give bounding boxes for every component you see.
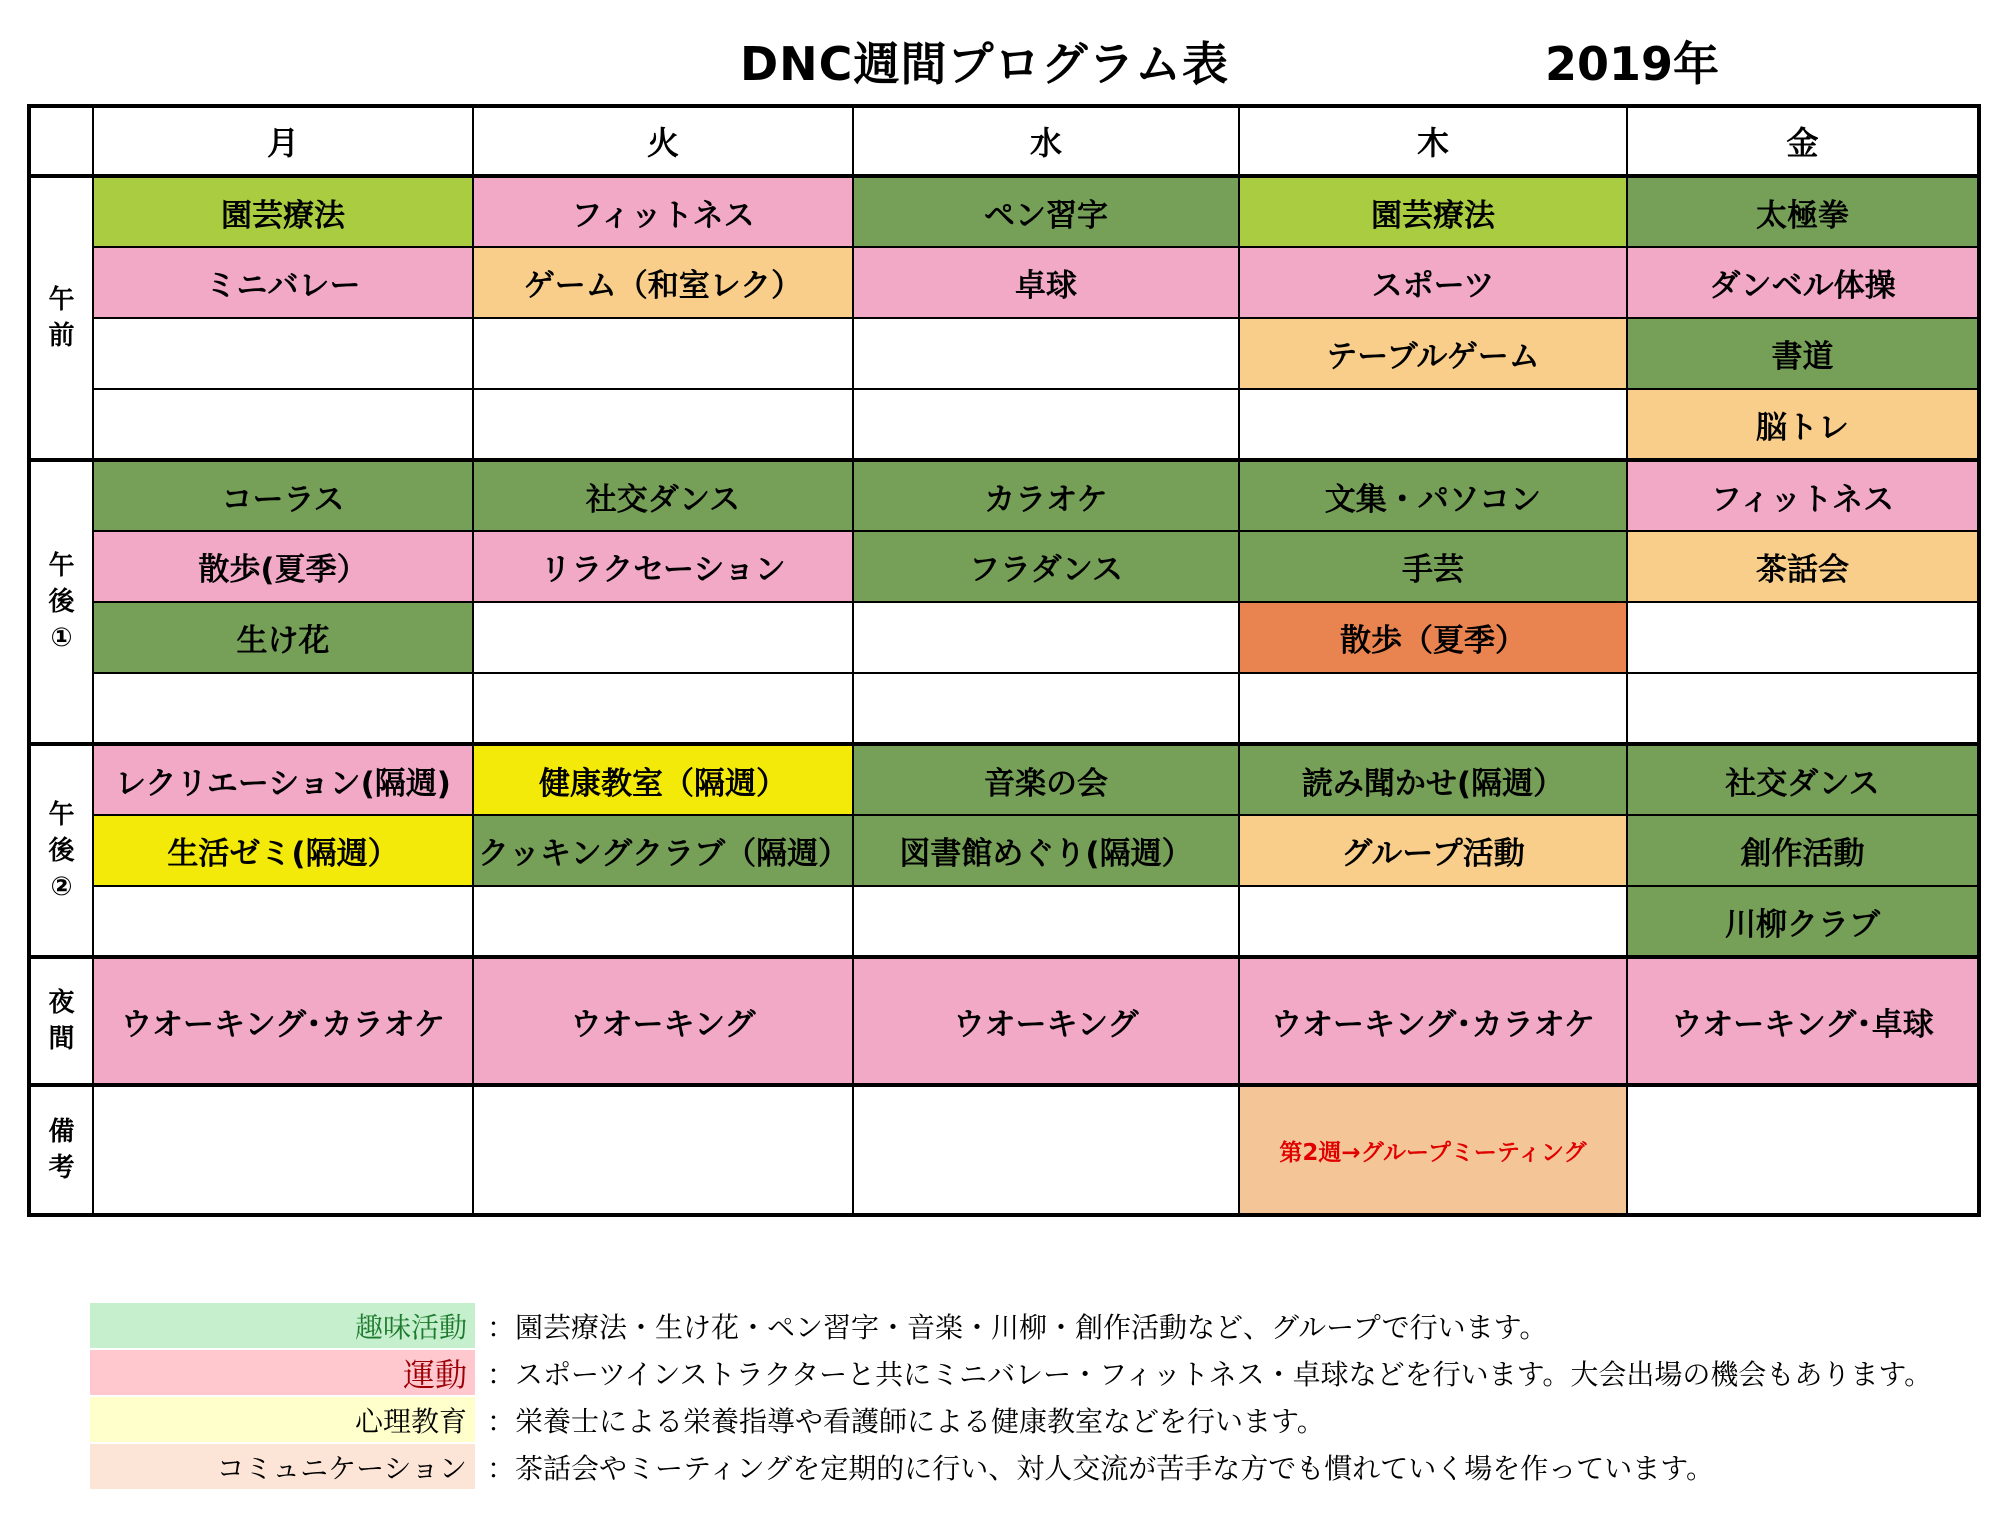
legend-swatch-hobby	[90, 1303, 475, 1348]
legend-swatch-communication	[90, 1444, 475, 1489]
legend-label: コミュニケーション	[216, 1451, 467, 1485]
activity-cell: ウオーキング	[473, 957, 853, 1085]
activity-cell: ウオーキング･カラオケ	[93, 957, 473, 1085]
note-cell	[93, 1085, 473, 1215]
afternoon1-row-3	[29, 602, 1979, 673]
period-label-night	[29, 957, 93, 1085]
day-header-row	[29, 106, 1979, 176]
morning-row-4	[29, 389, 1979, 460]
day-header-mon: 月	[93, 106, 473, 176]
legend-description: ：園芸療法・生け花・ペン習字・音楽・川柳・創作活動など、グループで行います。	[487, 1310, 1548, 1344]
activity-cell: ウオーキング･カラオケ	[1239, 957, 1627, 1085]
activity-cell: 川柳クラブ	[1627, 886, 1979, 957]
legend-label: 趣味活動	[354, 1310, 467, 1344]
period-label-afternoon1	[29, 460, 93, 744]
legend-label: 運動	[402, 1355, 467, 1394]
day-header-thu: 木	[1239, 106, 1627, 176]
day-header-tue: 火	[473, 106, 853, 176]
legend-description: ：スポーツインストラクターと共にミニバレー・フィットネス・卓球などを行います。大会出場の機会もあります。	[487, 1357, 1933, 1391]
afternoon2-row-2	[29, 815, 1979, 886]
activity-cell	[473, 602, 853, 673]
note-cell	[853, 1085, 1239, 1215]
legend-label: 心理教育	[354, 1404, 467, 1438]
day-header-wed: 水	[853, 106, 1239, 176]
legend-swatch-psychoeducation	[90, 1397, 475, 1442]
activity-cell	[473, 673, 853, 744]
day-header-fri: 金	[1627, 106, 1979, 176]
activity-cell: レクリエーション(隔週)	[93, 744, 473, 815]
activity-cell: 書道	[1627, 318, 1979, 389]
period-label-afternoon2	[29, 744, 93, 957]
period-text: 備 考	[48, 1117, 75, 1183]
activity-cell: 太極拳	[1627, 176, 1979, 247]
activity-cell	[93, 673, 473, 744]
legend-row	[90, 1302, 1932, 1349]
note-cell	[1239, 1085, 1627, 1215]
period-text: 午 後 ②	[48, 799, 75, 902]
activity-cell: ダンベル体操	[1627, 247, 1979, 318]
afternoon1-row-2	[29, 531, 1979, 602]
legend-swatch-exercise	[90, 1350, 475, 1395]
activity-cell: 社交ダンス	[1627, 744, 1979, 815]
corner-cell	[29, 106, 93, 176]
period-label-morning	[29, 176, 93, 460]
activity-cell	[1627, 673, 1979, 744]
activity-cell: 生活ゼミ(隔週）	[93, 815, 473, 886]
activity-cell	[853, 673, 1239, 744]
page-title: DNC週間プログラム表	[740, 37, 1229, 91]
afternoon1-row-1	[29, 460, 1979, 531]
activity-cell: カラオケ	[853, 460, 1239, 531]
activity-cell: 茶話会	[1627, 531, 1979, 602]
activity-cell: フラダンス	[853, 531, 1239, 602]
afternoon2-row-3	[29, 886, 1979, 957]
activity-cell	[473, 886, 853, 957]
activity-cell: クッキングクラブ（隔週）	[473, 815, 853, 886]
night-row	[29, 957, 1979, 1085]
legend-row	[90, 1396, 1932, 1443]
activity-cell: 散歩（夏季）	[1239, 602, 1627, 673]
activity-cell: スポーツ	[1239, 247, 1627, 318]
activity-cell	[93, 389, 473, 460]
activity-cell: 健康教室（隔週）	[473, 744, 853, 815]
legend-row	[90, 1349, 1932, 1396]
activity-cell: 生け花	[93, 602, 473, 673]
activity-cell	[473, 389, 853, 460]
activity-cell: コーラス	[93, 460, 473, 531]
activity-cell	[1239, 673, 1627, 744]
legend-description: ：栄養士による栄養指導や看護師による健康教室などを行います。	[487, 1404, 1325, 1438]
activity-cell: フィットネス	[1627, 460, 1979, 531]
activity-cell: テーブルゲーム	[1239, 318, 1627, 389]
notes-row	[29, 1085, 1979, 1215]
activity-cell: グループ活動	[1239, 815, 1627, 886]
period-text: 午 前	[48, 285, 75, 351]
period-text: 午 後 ①	[48, 551, 75, 653]
note-text: 第2週→グループミーティング	[1279, 1140, 1587, 1166]
activity-cell: 園芸療法	[93, 176, 473, 247]
weekly-schedule-table	[27, 104, 1981, 1217]
activity-cell	[853, 886, 1239, 957]
activity-cell: 散歩(夏季）	[93, 531, 473, 602]
activity-cell: ミニバレー	[93, 247, 473, 318]
activity-cell: ウオーキング	[853, 957, 1239, 1085]
activity-cell: ペン習字	[853, 176, 1239, 247]
note-cell	[1627, 1085, 1979, 1215]
activity-cell: 卓球	[853, 247, 1239, 318]
note-cell	[473, 1085, 853, 1215]
activity-cell: 図書館めぐり(隔週）	[853, 815, 1239, 886]
morning-row-1	[29, 176, 1979, 247]
activity-cell	[1239, 389, 1627, 460]
activity-cell: ゲーム（和室レク）	[473, 247, 853, 318]
activity-cell: 創作活動	[1627, 815, 1979, 886]
activity-cell: 園芸療法	[1239, 176, 1627, 247]
activity-cell	[853, 389, 1239, 460]
year-label: 2019年	[1545, 37, 1720, 91]
activity-cell: 手芸	[1239, 531, 1627, 602]
activity-cell	[93, 886, 473, 957]
afternoon1-row-4	[29, 673, 1979, 744]
afternoon2-row-1	[29, 744, 1979, 815]
legend	[90, 1302, 1932, 1490]
activity-cell: 音楽の会	[853, 744, 1239, 815]
legend-row	[90, 1443, 1932, 1490]
activity-cell: 読み聞かせ(隔週）	[1239, 744, 1627, 815]
activity-cell: フィットネス	[473, 176, 853, 247]
activity-cell	[853, 318, 1239, 389]
activity-cell	[93, 318, 473, 389]
activity-cell: ウオーキング･卓球	[1627, 957, 1979, 1085]
activity-cell: 脳トレ	[1627, 389, 1979, 460]
morning-row-2	[29, 247, 1979, 318]
period-text: 夜 間	[48, 988, 75, 1054]
activity-cell: 文集・パソコン	[1239, 460, 1627, 531]
period-label-notes	[29, 1085, 93, 1215]
activity-cell	[1627, 602, 1979, 673]
activity-cell: リラクセーション	[473, 531, 853, 602]
morning-row-3	[29, 318, 1979, 389]
activity-cell	[1239, 886, 1627, 957]
activity-cell	[853, 602, 1239, 673]
legend-description: ：茶話会やミーティングを定期的に行い、対人交流が苦手な方でも慣れていく場を作っています。	[487, 1451, 1714, 1485]
activity-cell	[473, 318, 853, 389]
activity-cell: 社交ダンス	[473, 460, 853, 531]
